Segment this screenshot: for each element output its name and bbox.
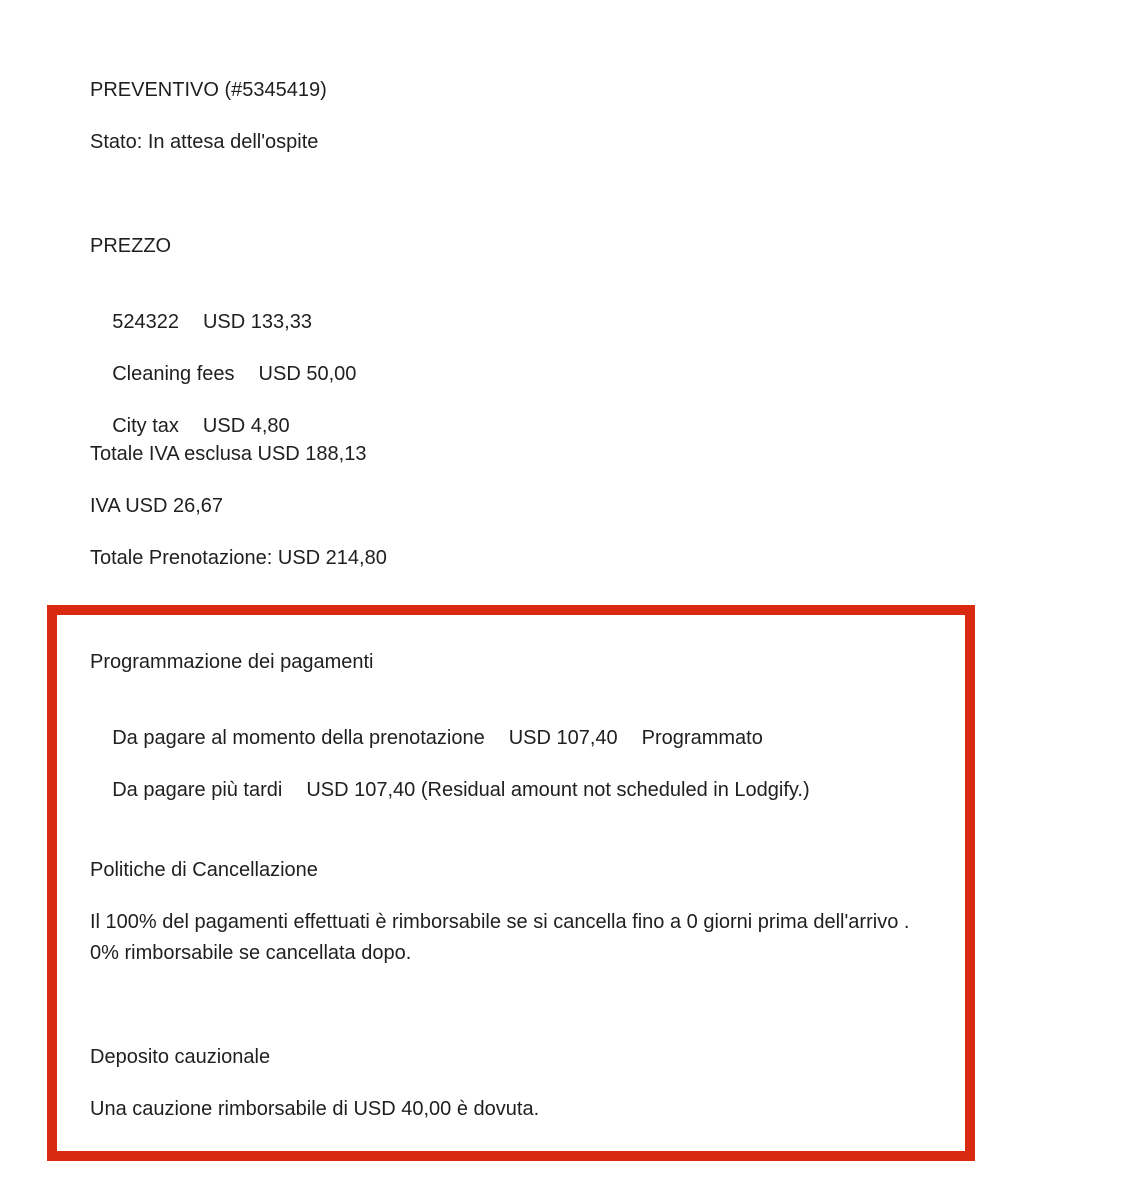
payment-row-amount: USD 107,40 <box>508 727 618 749</box>
cancellation-heading: Politiche di Cancellazione <box>90 859 318 881</box>
price-row-amount: USD 4,80 <box>202 415 290 437</box>
price-row-amount: USD 50,00 <box>258 363 357 385</box>
cancellation-policy-line: 0% rimborsabile se cancellata dopo. <box>90 942 412 964</box>
quote-title: PREVENTIVO (#5345419) <box>90 79 327 101</box>
price-row-label: 524322 <box>112 311 179 333</box>
price-row-label: Cleaning fees <box>112 363 235 385</box>
payment-row-label: Da pagare più tardi <box>112 779 283 801</box>
deposit-heading: Deposito cauzionale <box>90 1046 271 1068</box>
quote-status: Stato: In attesa dell'ospite <box>90 131 319 153</box>
deposit-text: Una cauzione rimborsabile di USD 40,00 è dovuta. <box>90 1098 540 1120</box>
price-row-label: City tax <box>112 415 179 437</box>
payment-row-amount: USD 107,40 (Residual amount not scheduled in Lodgify.) <box>306 779 810 801</box>
price-row-amount: USD 133,33 <box>202 311 312 333</box>
payment-row-label: Da pagare al momento della prenotazione <box>112 727 485 749</box>
payment-row-status: Programmato <box>641 727 763 749</box>
total-excl-vat: Totale IVA esclusa USD 188,13 <box>90 443 367 465</box>
payments-heading: Programmazione dei pagamenti <box>90 651 374 673</box>
booking-total: Totale Prenotazione: USD 214,80 <box>90 547 387 569</box>
cancellation-policy-line: Il 100% del pagamenti effettuati è rimborsabile se si cancella fino a 0 giorni prima dell'arrivo . <box>90 911 910 933</box>
highlight-box <box>47 605 975 1161</box>
payment-row <box>90 754 810 826</box>
price-heading: PREZZO <box>90 235 172 257</box>
vat-amount: IVA USD 26,67 <box>90 495 224 517</box>
